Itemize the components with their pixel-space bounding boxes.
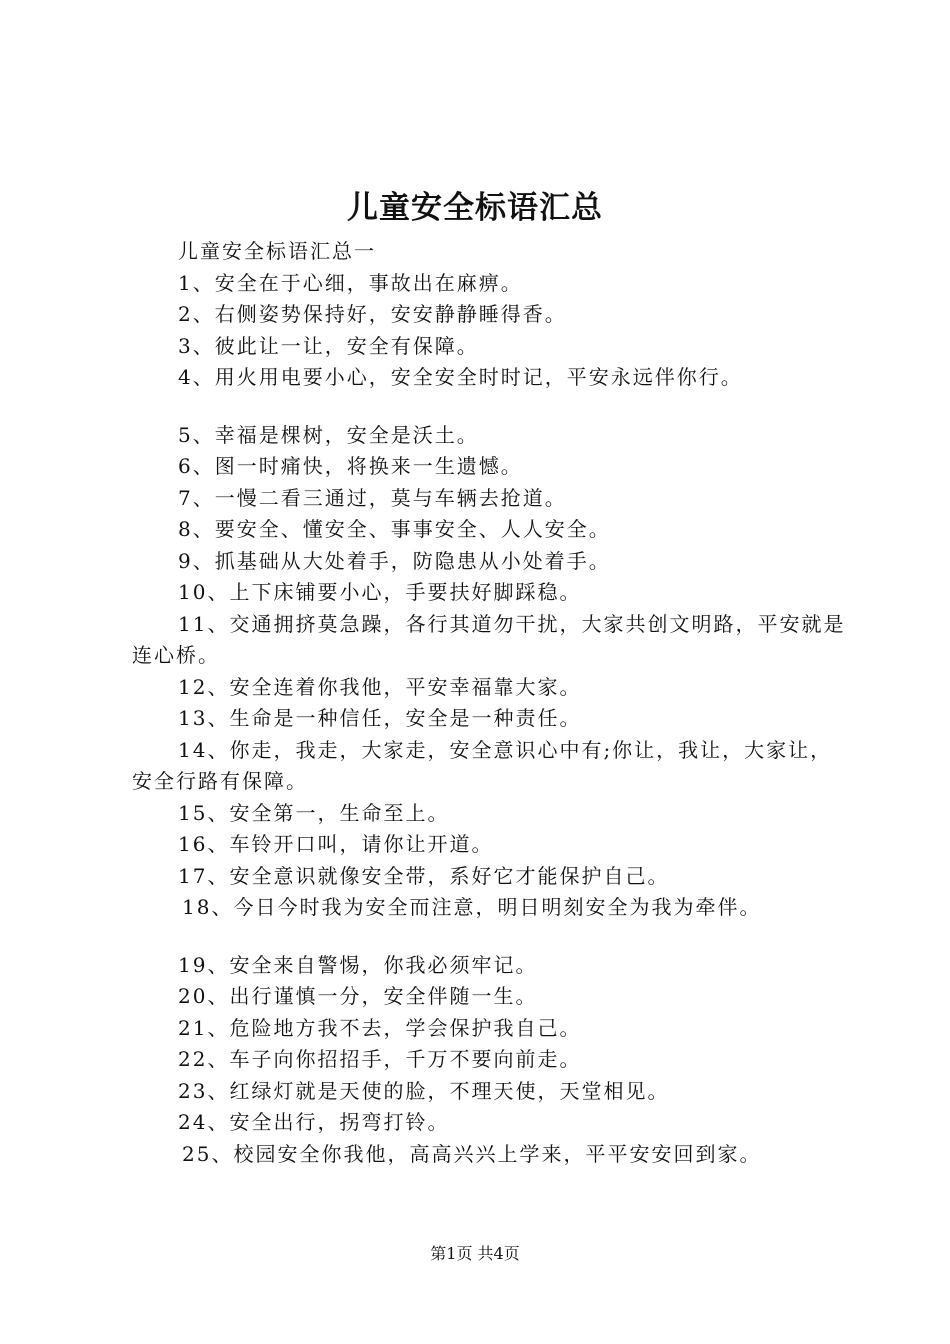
slogan-item: 14、你走，我走，大家走，安全意识心中有;你让，我让，大家让，安全行路有保障。 (132, 737, 833, 793)
slogan-item: 9、抓基础从大处着手，防隐患从小处着手。 (178, 548, 611, 573)
slogan-item: 17、安全意识就像安全带，系好它才能保护自己。 (178, 863, 670, 888)
slogan-item: 7、一慢二看三通过，莫与车辆去抢道。 (178, 485, 567, 510)
slogan-item: 8、要安全、懂安全、事事安全、人人安全。 (178, 517, 611, 541)
slogan-item: 18、今日今时我为安全而注意，明日明刻安全为我为牵伴。 (182, 895, 762, 919)
slogan-item: 13、生命是一种信任，安全是一种责任。 (178, 706, 582, 730)
slogan-item: 24、安全出行，拐弯打铃。 (178, 1110, 450, 1134)
slogan-item: 21、危险地方我不去，学会保护我自己。 (178, 1015, 582, 1040)
slogan-item: 23、红绿灯就是天使的脸，不理天使，天堂相见。 (178, 1078, 670, 1103)
slogan-item: 12、安全连着你我他，平安幸福靠大家。 (178, 674, 582, 699)
slogan-item: 3、彼此让一让，安全有保障。 (178, 333, 479, 358)
slogan-item: 20、出行谨慎一分，安全伴随一生。 (178, 984, 538, 1008)
slogan-item: 11、交通拥挤莫急躁，各行其道勿干扰，大家共创文明路，平安就是连心桥。 (132, 611, 846, 667)
section-heading: 儿童安全标语汇总一 (178, 239, 376, 263)
slogan-item: 25、校园安全你我他，高高兴兴上学来，平平安安回到家。 (182, 1141, 762, 1166)
slogan-item: 19、安全来自警惕，你我必须牢记。 (178, 952, 538, 977)
document-body (132, 236, 852, 1170)
slogan-item: 2、右侧姿势保持好，安安静静睡得香。 (178, 302, 567, 326)
slogan-item: 5、幸福是棵树，安全是沃土。 (178, 422, 479, 447)
slogan-item: 1、安全在于心细，事故出在麻痹。 (178, 270, 523, 295)
page-title: 儿童安全标语汇总 (347, 190, 603, 226)
slogan-item: 6、图一时痛快，将换来一生遗憾。 (178, 454, 523, 478)
slogan-item: 16、车铃开口叫，请你让开道。 (178, 832, 494, 856)
slogan-item: 4、用火用电要小心，安全安全时时记，平安永远伴你行。 (178, 365, 743, 389)
page-footer: 第1页 共4页 (430, 1244, 520, 1263)
slogan-item: 22、车子向你招招手，千万不要向前走。 (178, 1047, 582, 1071)
slogan-item: 10、上下床铺要小心，手要扶好脚踩稳。 (178, 580, 582, 604)
slogan-item: 15、安全第一，生命至上。 (178, 800, 450, 825)
